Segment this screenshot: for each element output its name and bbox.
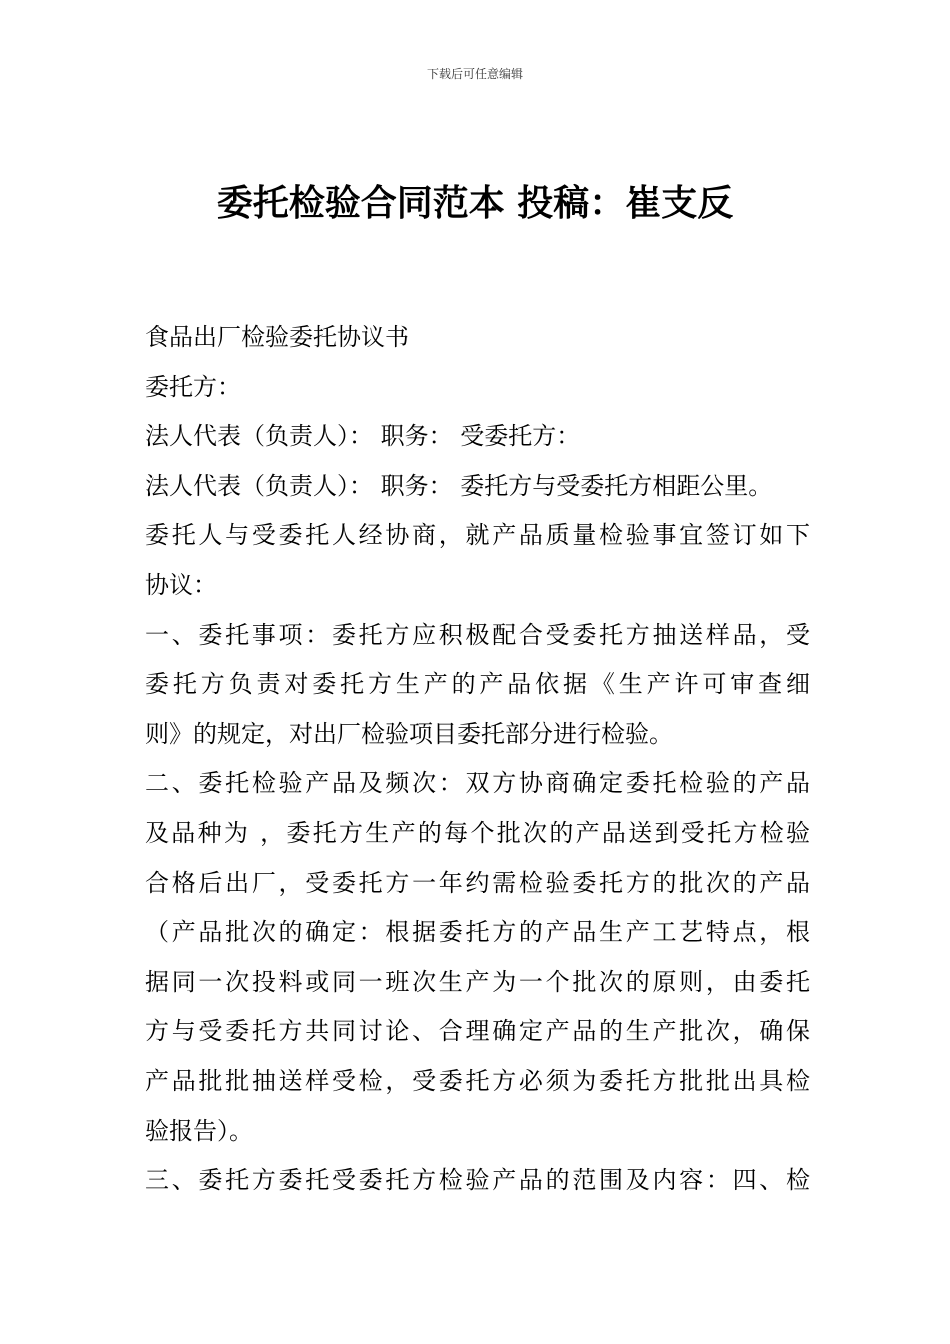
body-line: 食品出厂检验委托协议书: [145, 323, 409, 351]
body-line: 验报告）。: [145, 1116, 253, 1145]
body-line: 委托方：: [145, 372, 241, 401]
body-line: 法人代表（负责人）： 职务： 受委托方：: [145, 422, 581, 451]
body-line: 法人代表（负责人）： 职务： 委托方与受委托方相距公里。: [145, 471, 773, 500]
body-line: 方与受委托方共同讨论、合理确定产品的生产批次，确保: [145, 1017, 810, 1046]
header-note: 下载后可任意编辑: [426, 67, 523, 81]
body-line: 据同一次投料或同一班次生产为一个批次的原则，由委托: [145, 967, 810, 996]
body-line: 协议：: [145, 570, 217, 599]
body-line: 委托人与受委托人经协商，就产品质量检验事宜签订如下: [145, 521, 810, 550]
body-line: （产品批次的确定：根据委托方的产品生产工艺特点，根: [145, 918, 810, 947]
body-line: 三、委托方委托受委托方检验产品的范围及内容：四、检: [145, 1166, 810, 1195]
body-line: 则》的规定，对出厂检验项目委托部分进行检验。: [145, 719, 673, 748]
document-title: 委托检验合同范本 投稿：崔支反: [216, 183, 734, 224]
body-line: 产品批批抽送样受检，受委托方必须为委托方批批出具检: [145, 1066, 810, 1095]
body-line: 及品种为 ，委托方生产的每个批次的产品送到受托方检验: [145, 818, 810, 847]
body-line: 二、委托检验产品及频次：双方协商确定委托检验的产品: [145, 769, 810, 798]
document-body: [145, 313, 810, 1206]
body-line: 一、委托事项：委托方应积极配合受委托方抽送样品，受: [145, 620, 810, 649]
body-line: 合格后出厂，受委托方一年约需检验委托方的批次的产品: [145, 868, 810, 897]
body-line: 委托方负责对委托方生产的产品依据《生产许可审查细: [145, 670, 810, 699]
